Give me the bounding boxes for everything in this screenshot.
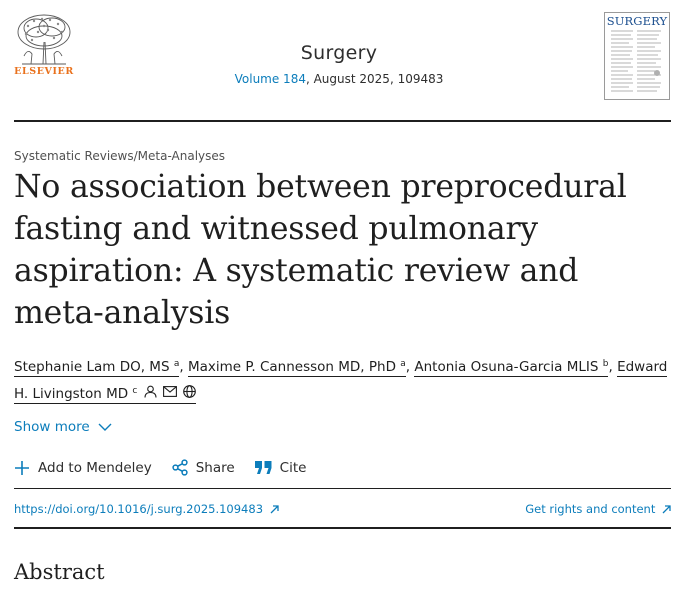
- add-to-mendeley-button[interactable]: [14, 460, 152, 476]
- author-name: Maxime P. Cannesson MD, PhD: [187, 359, 396, 375]
- issue-details: , August 2025, 109483: [305, 72, 444, 86]
- journal-cover-thumbnail[interactable]: [604, 12, 670, 100]
- rights-text: Get rights and content: [525, 502, 656, 516]
- journal-issue-meta: [164, 72, 514, 86]
- mendeley-label: Add to Mendeley: [38, 459, 152, 476]
- external-link-icon: [662, 505, 671, 514]
- show-more-label: Show more: [14, 419, 90, 435]
- plus-icon: [14, 460, 30, 476]
- share-button[interactable]: [172, 459, 235, 476]
- rights-and-content-link[interactable]: [525, 502, 671, 516]
- author-link[interactable]: [188, 359, 406, 377]
- chevron-down-icon: [98, 423, 112, 431]
- author-name: Stephanie Lam DO, MS: [14, 359, 170, 375]
- abstract-heading: Abstract: [14, 560, 105, 584]
- article-title: No association between preprocedural fasting and witnessed pulmonary aspiration: A systematic review and meta-analysis: [14, 169, 627, 331]
- share-icon: [172, 459, 188, 476]
- external-link-icon: [270, 505, 279, 514]
- author-link[interactable]: [414, 359, 608, 377]
- cover-title: SURGERY: [606, 14, 668, 28]
- article-actions: [14, 459, 326, 476]
- cite-label: Cite: [279, 459, 307, 476]
- author-affiliation: b: [602, 359, 609, 369]
- mail-icon: [163, 386, 177, 397]
- doi-text: https://doi.org/10.1016/j.surg.2025.109483: [14, 502, 264, 516]
- doi-bar: [14, 488, 671, 529]
- share-label: Share: [195, 459, 235, 476]
- volume-link[interactable]: Volume 184: [234, 72, 306, 86]
- cover-text-lines: [611, 29, 663, 95]
- journal-title[interactable]: Surgery: [300, 42, 378, 64]
- quote-icon: [255, 461, 272, 474]
- author-contact-icons: [142, 385, 196, 398]
- author-name: Antonia Osuna-Garcia MLIS: [414, 359, 599, 375]
- author-affiliation: c: [132, 386, 138, 396]
- author-list: Stephanie Lam DO, MS $^a$, Maxime P. Cannesson MD, PhD $^a$, Antonia Osuna-Garcia MLIS $^b$, Edward H. Livingston MD $^c$: [14, 359, 668, 402]
- person-icon: [144, 385, 157, 398]
- cite-button[interactable]: [255, 460, 307, 476]
- author-name: Edward H. Livingston MD: [14, 359, 668, 402]
- author-affiliation: a: [400, 359, 406, 369]
- journal-info: [164, 42, 514, 86]
- author-link[interactable]: [14, 359, 179, 377]
- article-type: Systematic Reviews/Meta-Analyses: [14, 149, 226, 163]
- author-affiliation: a: [173, 359, 180, 369]
- publisher-name: ELSEVIER: [14, 66, 74, 77]
- journal-header: [14, 10, 671, 122]
- show-more-toggle[interactable]: [14, 419, 112, 435]
- doi-link[interactable]: [14, 502, 279, 516]
- globe-icon: [183, 385, 196, 398]
- tree-icon: [14, 12, 74, 68]
